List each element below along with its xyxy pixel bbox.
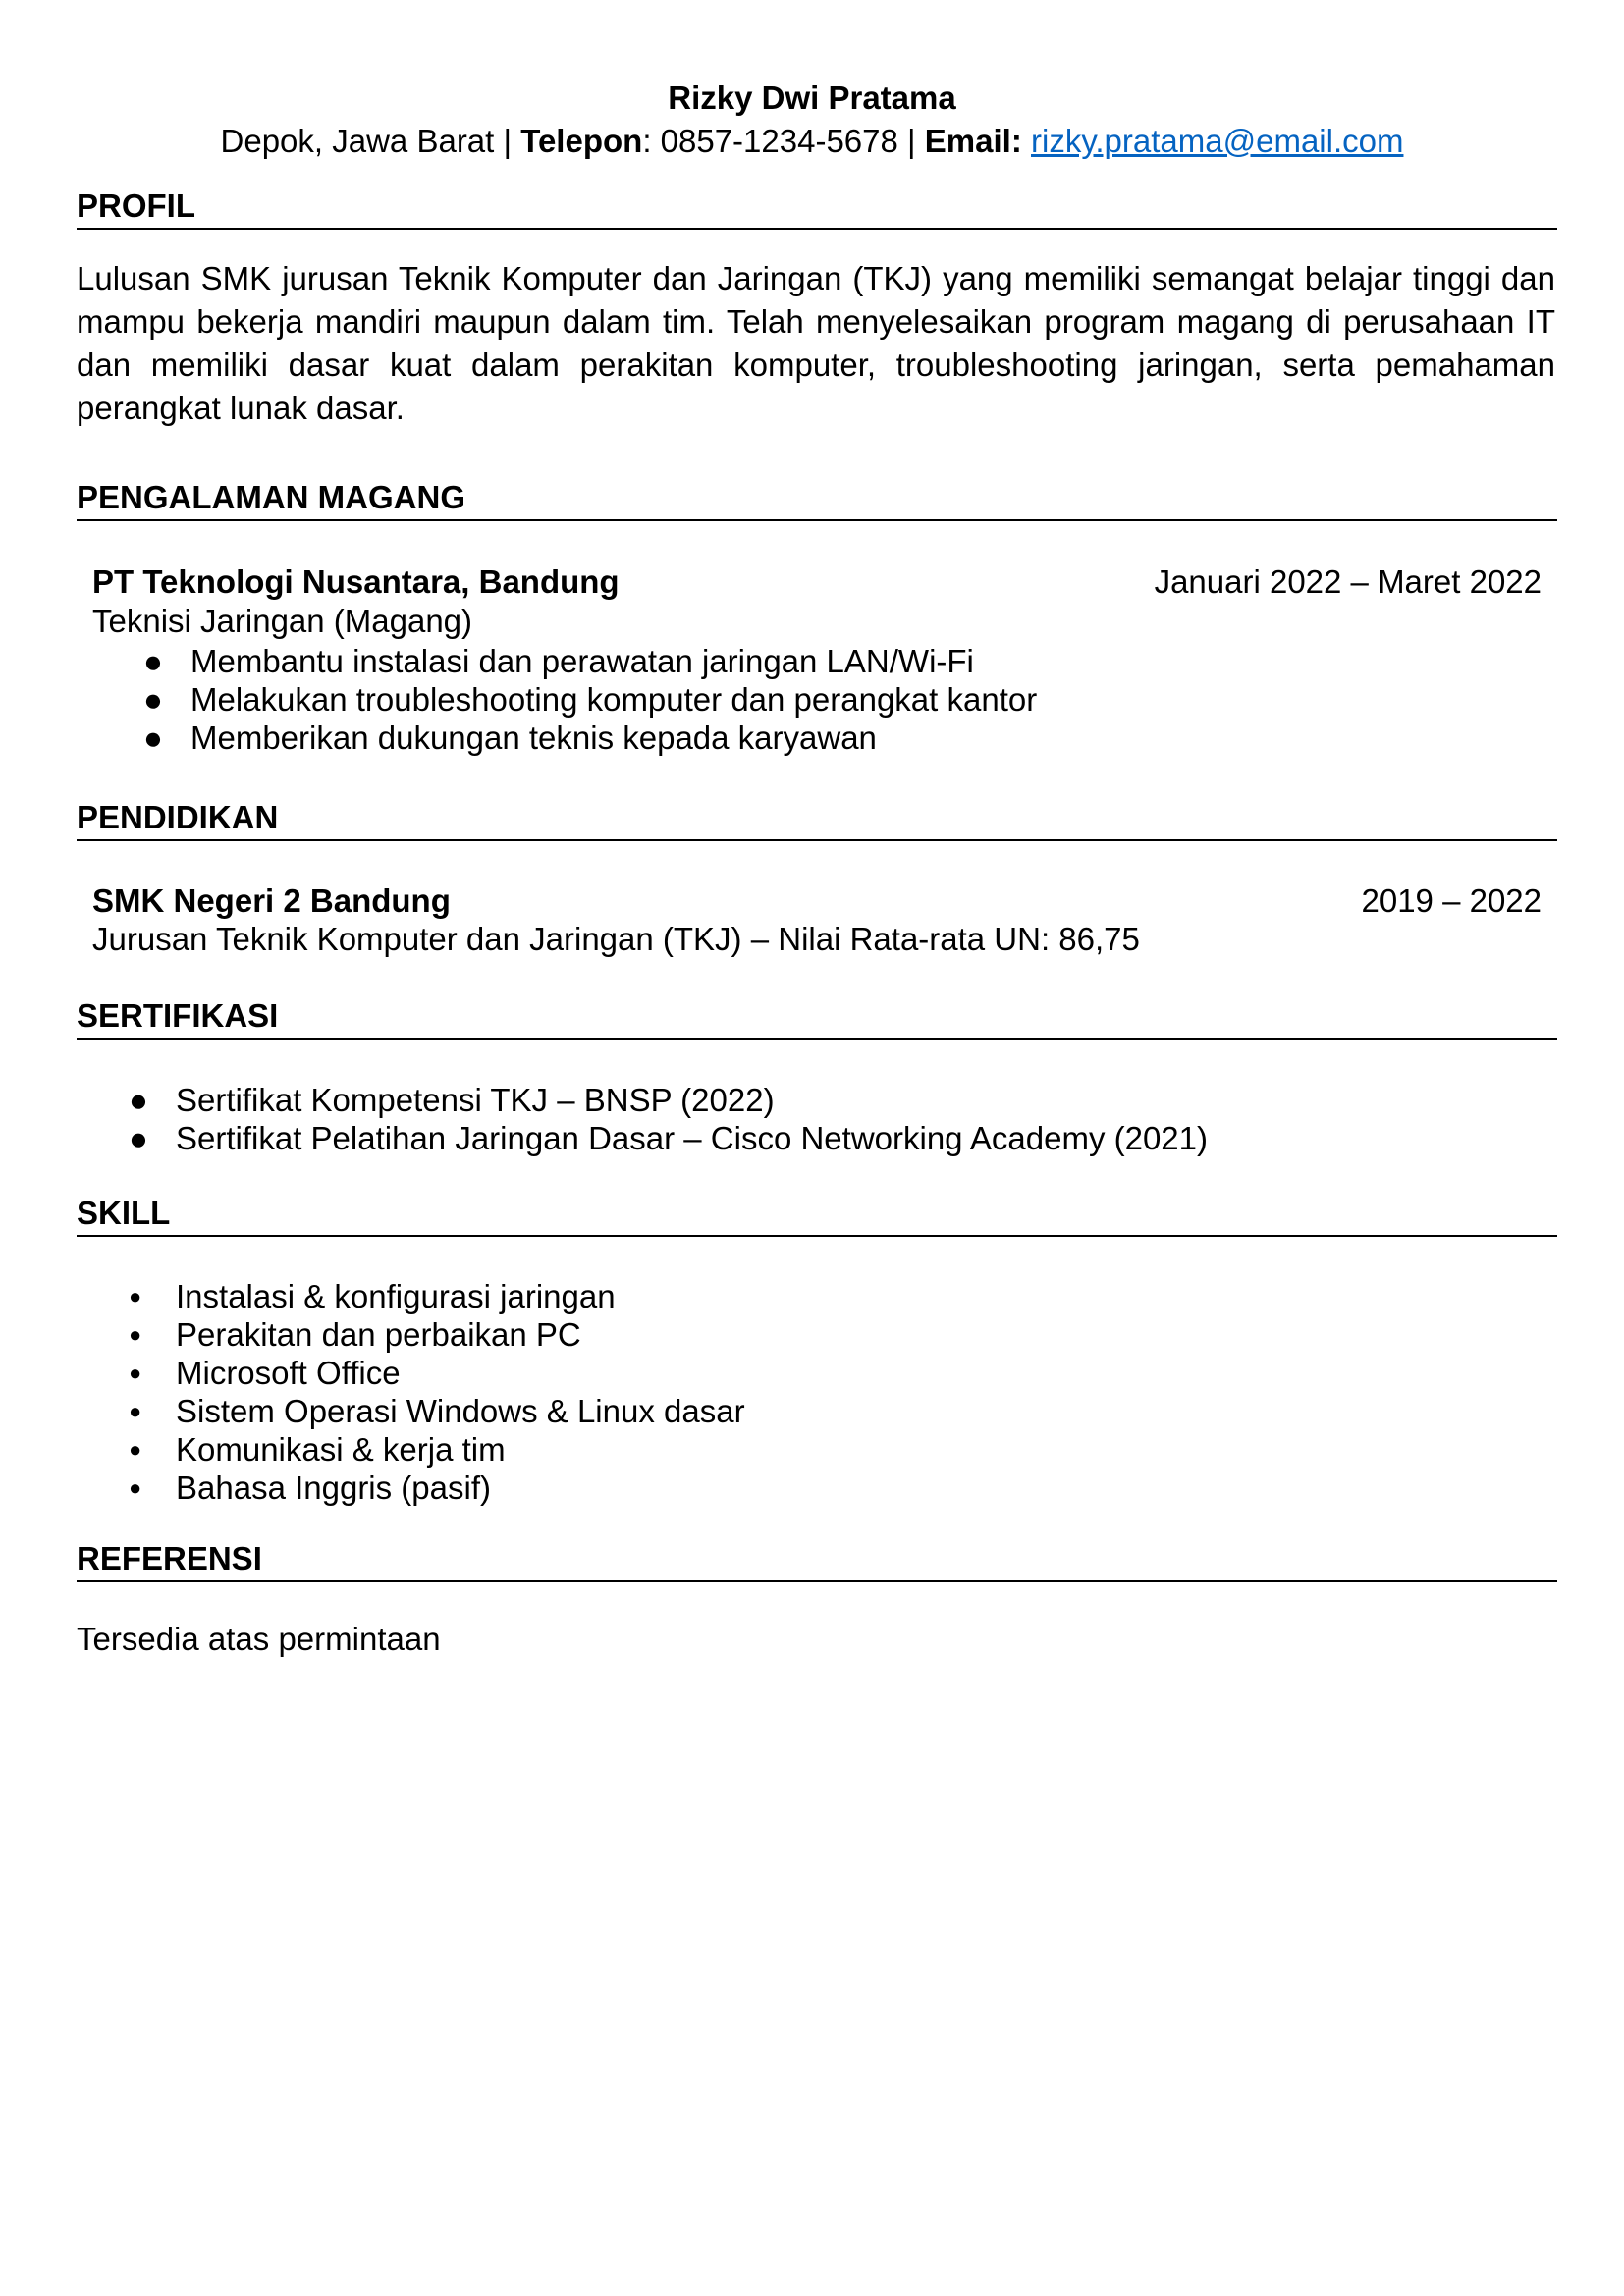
list-item-text: Perakitan dan perbaikan PC	[176, 1316, 581, 1353]
list-item	[143, 680, 1467, 719]
list-item-text: Memberikan dukungan teknis kepada karyawan	[190, 720, 877, 756]
bullet-icon: ●	[129, 1399, 142, 1423]
referensi-text: Tersedia atas permintaan	[77, 1621, 441, 1657]
section-heading-sertifikasi: SERTIFIKASI	[77, 996, 1557, 1040]
email-link[interactable]: rizky.pratama@email.com	[1031, 123, 1404, 159]
experience-period: Januari 2022 – Maret 2022	[1154, 563, 1542, 600]
list-item	[129, 1354, 1501, 1392]
bullet-icon: ●	[143, 643, 163, 679]
list-item-text: Melakukan troubleshooting komputer dan perangkat kantor	[190, 681, 1038, 718]
section-heading-referensi: REFERENSI	[77, 1539, 1557, 1582]
list-item-text: Microsoft Office	[176, 1355, 401, 1391]
email-label: Email:	[924, 123, 1022, 159]
bullet-icon: ●	[129, 1322, 142, 1347]
resume-header	[0, 77, 1624, 163]
bullet-icon: ●	[143, 720, 163, 756]
list-item	[129, 1468, 1501, 1507]
bullet-icon: ●	[129, 1120, 148, 1156]
bullet-icon: ●	[129, 1437, 142, 1462]
location-text: Depok, Jawa Barat |	[220, 123, 513, 159]
bullet-icon: ●	[143, 681, 163, 718]
list-item-text: Sertifikat Pelatihan Jaringan Dasar – Cisco Networking Academy (2021)	[176, 1120, 1209, 1156]
list-item	[129, 1081, 1501, 1119]
section-heading-profil: PROFIL	[77, 187, 1557, 230]
education-row	[92, 881, 1542, 921]
experience-company: PT Teknologi Nusantara, Bandung	[92, 563, 620, 600]
bullet-icon: ●	[129, 1082, 148, 1118]
bullet-icon: ●	[129, 1475, 142, 1500]
education-period: 2019 – 2022	[1361, 882, 1542, 919]
education-detail: Jurusan Teknik Komputer dan Jaringan (TKJ) – Nilai Rata-rata UN: 86,75	[92, 921, 1140, 957]
candidate-name: Rizky Dwi Pratama	[668, 80, 956, 116]
phone-value: : 0857-1234-5678 |	[642, 123, 916, 159]
certification-list	[129, 1081, 1501, 1157]
bullet-icon: ●	[129, 1361, 142, 1385]
list-item	[129, 1119, 1501, 1157]
list-item	[143, 642, 1467, 680]
list-item	[129, 1392, 1501, 1430]
list-item-text: Instalasi & konfigurasi jaringan	[176, 1278, 616, 1314]
list-item	[129, 1430, 1501, 1468]
bullet-icon: ●	[129, 1284, 142, 1308]
skill-list	[129, 1277, 1501, 1507]
profil-text: Lulusan SMK jurusan Teknik Komputer dan Jaringan (TKJ) yang memiliki semangat belajar tinggi dan mampu bekerja mandiri maupun dalam tim. Telah menyelesaikan program magang di perusahaan IT dan memiliki dasar kuat dalam perakitan komputer, troubleshooting jaringan, serta pemahaman perangkat lunak dasar.	[77, 260, 1555, 426]
phone-label: Telepon	[520, 123, 643, 159]
list-item	[143, 719, 1467, 757]
section-heading-skill: SKILL	[77, 1194, 1557, 1237]
list-item	[129, 1277, 1501, 1315]
experience-bullet-list	[143, 642, 1467, 757]
list-item-text: Bahasa Inggris (pasif)	[176, 1469, 491, 1506]
list-item-text: Membantu instalasi dan perawatan jaringan LAN/Wi-Fi	[190, 643, 974, 679]
list-item-text: Sistem Operasi Windows & Linux dasar	[176, 1393, 745, 1429]
education-school: SMK Negeri 2 Bandung	[92, 882, 451, 919]
section-heading-pendidikan: PENDIDIKAN	[77, 798, 1557, 841]
section-heading-pengalaman: PENGALAMAN MAGANG	[77, 478, 1557, 521]
list-item-text: Komunikasi & kerja tim	[176, 1431, 506, 1468]
list-item-text: Sertifikat Kompetensi TKJ – BNSP (2022)	[176, 1082, 775, 1118]
contact-line	[0, 120, 1624, 163]
experience-row	[92, 562, 1542, 602]
list-item	[129, 1315, 1501, 1354]
experience-role: Teknisi Jaringan (Magang)	[92, 603, 473, 639]
